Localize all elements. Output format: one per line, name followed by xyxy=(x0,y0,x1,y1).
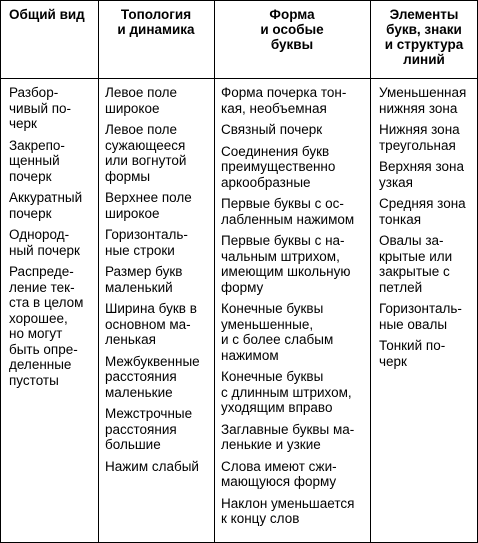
list-item: Верхняя зона узкая xyxy=(379,159,464,190)
column-form-special-letters xyxy=(221,85,369,533)
list-item: Первые буквы с ос- лабленным нажимом xyxy=(221,196,355,227)
list-item: Межстрочные расстояния большие xyxy=(105,406,193,452)
list-item: Закрепо- щенный почерк xyxy=(9,137,65,184)
header-topology-dynamics: Топология и динамика xyxy=(117,7,195,37)
column-divider xyxy=(370,1,371,542)
list-item: Наклон уменьшается к концу слов xyxy=(221,495,355,526)
list-item: Аккуратный почерк xyxy=(9,190,83,221)
header-form-special-letters: Форма и особые буквы xyxy=(260,7,324,52)
list-item: Распреде- ление тек- ста в целом хорошее, но могут быть опре- деленные пустоты xyxy=(9,264,84,388)
list-item: Горизонталь- ные овалы xyxy=(379,301,462,332)
list-item: Овалы за- крытые или закрытые с петлей xyxy=(379,233,453,295)
column-letter-elements xyxy=(379,85,477,375)
list-item: Форма почерка тон- кая, необъемная xyxy=(221,85,347,116)
list-item: Верхнее поле широкое xyxy=(105,190,192,221)
column-divider xyxy=(214,1,215,542)
column-divider xyxy=(98,1,99,542)
list-item: Слова имеют сжи- мающуюся форму xyxy=(221,458,337,489)
list-item: Ширина букв в основном ма- ленькая xyxy=(105,301,197,347)
list-item: Разбор- чивый по- черк xyxy=(9,85,72,131)
list-item: Уменьшенная нижняя зона xyxy=(379,85,467,116)
list-item: Нажим слабый xyxy=(105,458,199,474)
list-item: Однород- ный почерк xyxy=(9,227,80,258)
list-item: Размер букв маленький xyxy=(105,264,183,295)
column-topology-dynamics xyxy=(105,85,213,480)
list-item: Нижняя зона треугольная xyxy=(379,122,460,153)
list-item: Левое поле широкое xyxy=(105,85,178,116)
list-item: Первые буквы с на- чальным штрихом, имеющим школьную форму xyxy=(221,233,351,295)
list-item: Левое поле сужающееся или вогнутой формы xyxy=(105,122,187,184)
header-letter-elements: Элементы букв, знаки и структура линий xyxy=(384,7,464,67)
list-item: Тонкий по- черк xyxy=(379,338,446,369)
list-item: Конечные буквы с длинным штрихом, уходящим вправо xyxy=(221,369,352,415)
list-item: Связный почерк xyxy=(221,122,323,137)
column-general-view xyxy=(9,85,97,394)
list-item: Горизонталь- ные строки xyxy=(105,227,188,258)
list-item: Заглавные буквы ма- ленькие и узкие xyxy=(221,421,355,452)
list-item: Конечные буквы уменьшенные, и с более слабым нажимом xyxy=(221,301,334,363)
list-item: Соединения букв преимущественно аркообразные xyxy=(221,143,336,190)
list-item: Межбуквенные расстояния маленькие xyxy=(105,353,200,400)
list-item: Средняя зона тонкая xyxy=(379,196,466,227)
header-general-view: Общий вид xyxy=(9,7,85,22)
